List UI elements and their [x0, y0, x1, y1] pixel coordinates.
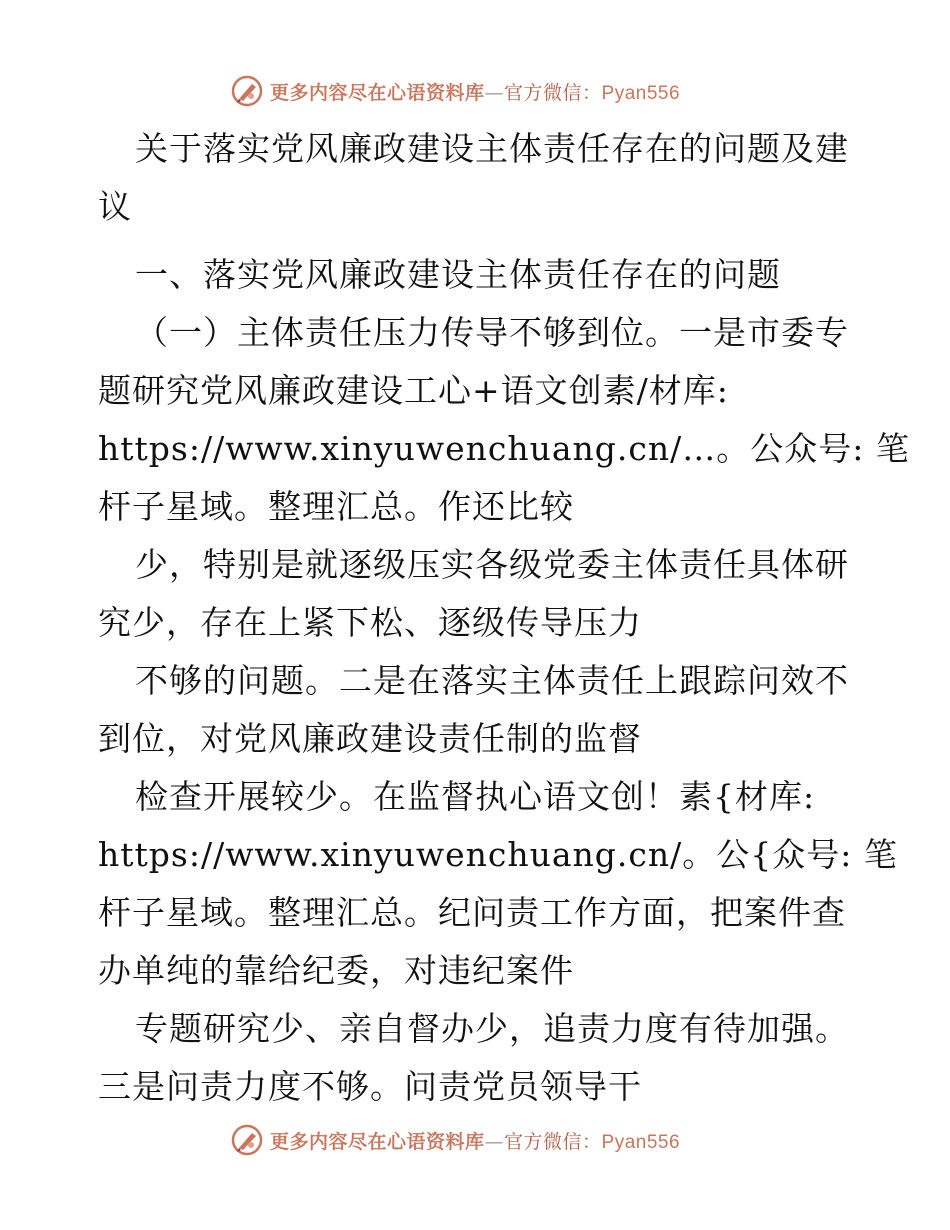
watermark-text: [270, 1127, 680, 1154]
paragraph-line: 少，特别是就逐级压实各级党委主体责任具体研: [135, 545, 849, 584]
quill-pen-logo-icon: [230, 1123, 264, 1157]
watermark-brand: 更多内容尽在心语资料库: [270, 1130, 485, 1153]
paragraph-line: 检查开展较少。在监督执心语文创！素{材库:: [135, 777, 816, 816]
watermark-wechat-label: 官方微信：: [504, 81, 602, 104]
watermark-wechat-label: 官方微信：: [504, 1130, 602, 1153]
quill-pen-logo-icon: [230, 74, 264, 108]
watermark-brand: 更多内容尽在心语资料库: [270, 81, 485, 104]
paragraph-line: 到位，对党风廉政建设责任制的监督: [98, 719, 642, 758]
paragraph-line: 不够的问题。二是在落实主体责任上跟踪问效不: [135, 661, 849, 700]
paragraph-line: 三是问责力度不够。问责党员领导干: [98, 1067, 642, 1106]
paragraph-line: 究少，存在上紧下松、逐级传导压力: [98, 603, 642, 642]
watermark-separator: —: [484, 81, 505, 104]
paragraph-line: https://www.xinyuwenchuang.cn/…。公众号: 笔: [98, 429, 910, 468]
watermark-separator: —: [484, 1130, 505, 1153]
paragraph-line: 杆子星域。整理汇总。作还比较: [98, 487, 574, 526]
document-body: [98, 120, 910, 1116]
watermark-text: [270, 78, 680, 105]
header-watermark: [230, 71, 790, 111]
document-title-line-2: 议: [98, 187, 132, 226]
footer-watermark: [230, 1120, 790, 1160]
paragraph-line: （一）主体责任压力传导不够到位。一是市委专: [135, 313, 849, 352]
paragraph-line: 题研究党风廉政建设工心+语文创素/材库:: [98, 371, 729, 410]
paragraph-line: 专题研究少、亲自督办少，追责力度有待加强。: [135, 1009, 849, 1048]
paragraph-line: https://www.xinyuwenchuang.cn/。公{众号: 笔: [98, 835, 898, 874]
watermark-wechat-id: Pyan556: [601, 82, 681, 104]
watermark-wechat-id: Pyan556: [601, 1131, 681, 1153]
document-title-line-1: 关于落实党风廉政建设主体责任存在的问题及建: [135, 129, 849, 168]
paragraph-line: 办单纯的靠给纪委，对违纪案件: [98, 951, 574, 990]
section-heading: 一、落实党风廉政建设主体责任存在的问题: [135, 255, 781, 294]
paragraph-line: 杆子星域。整理汇总。纪问责工作方面，把案件查: [98, 893, 846, 932]
